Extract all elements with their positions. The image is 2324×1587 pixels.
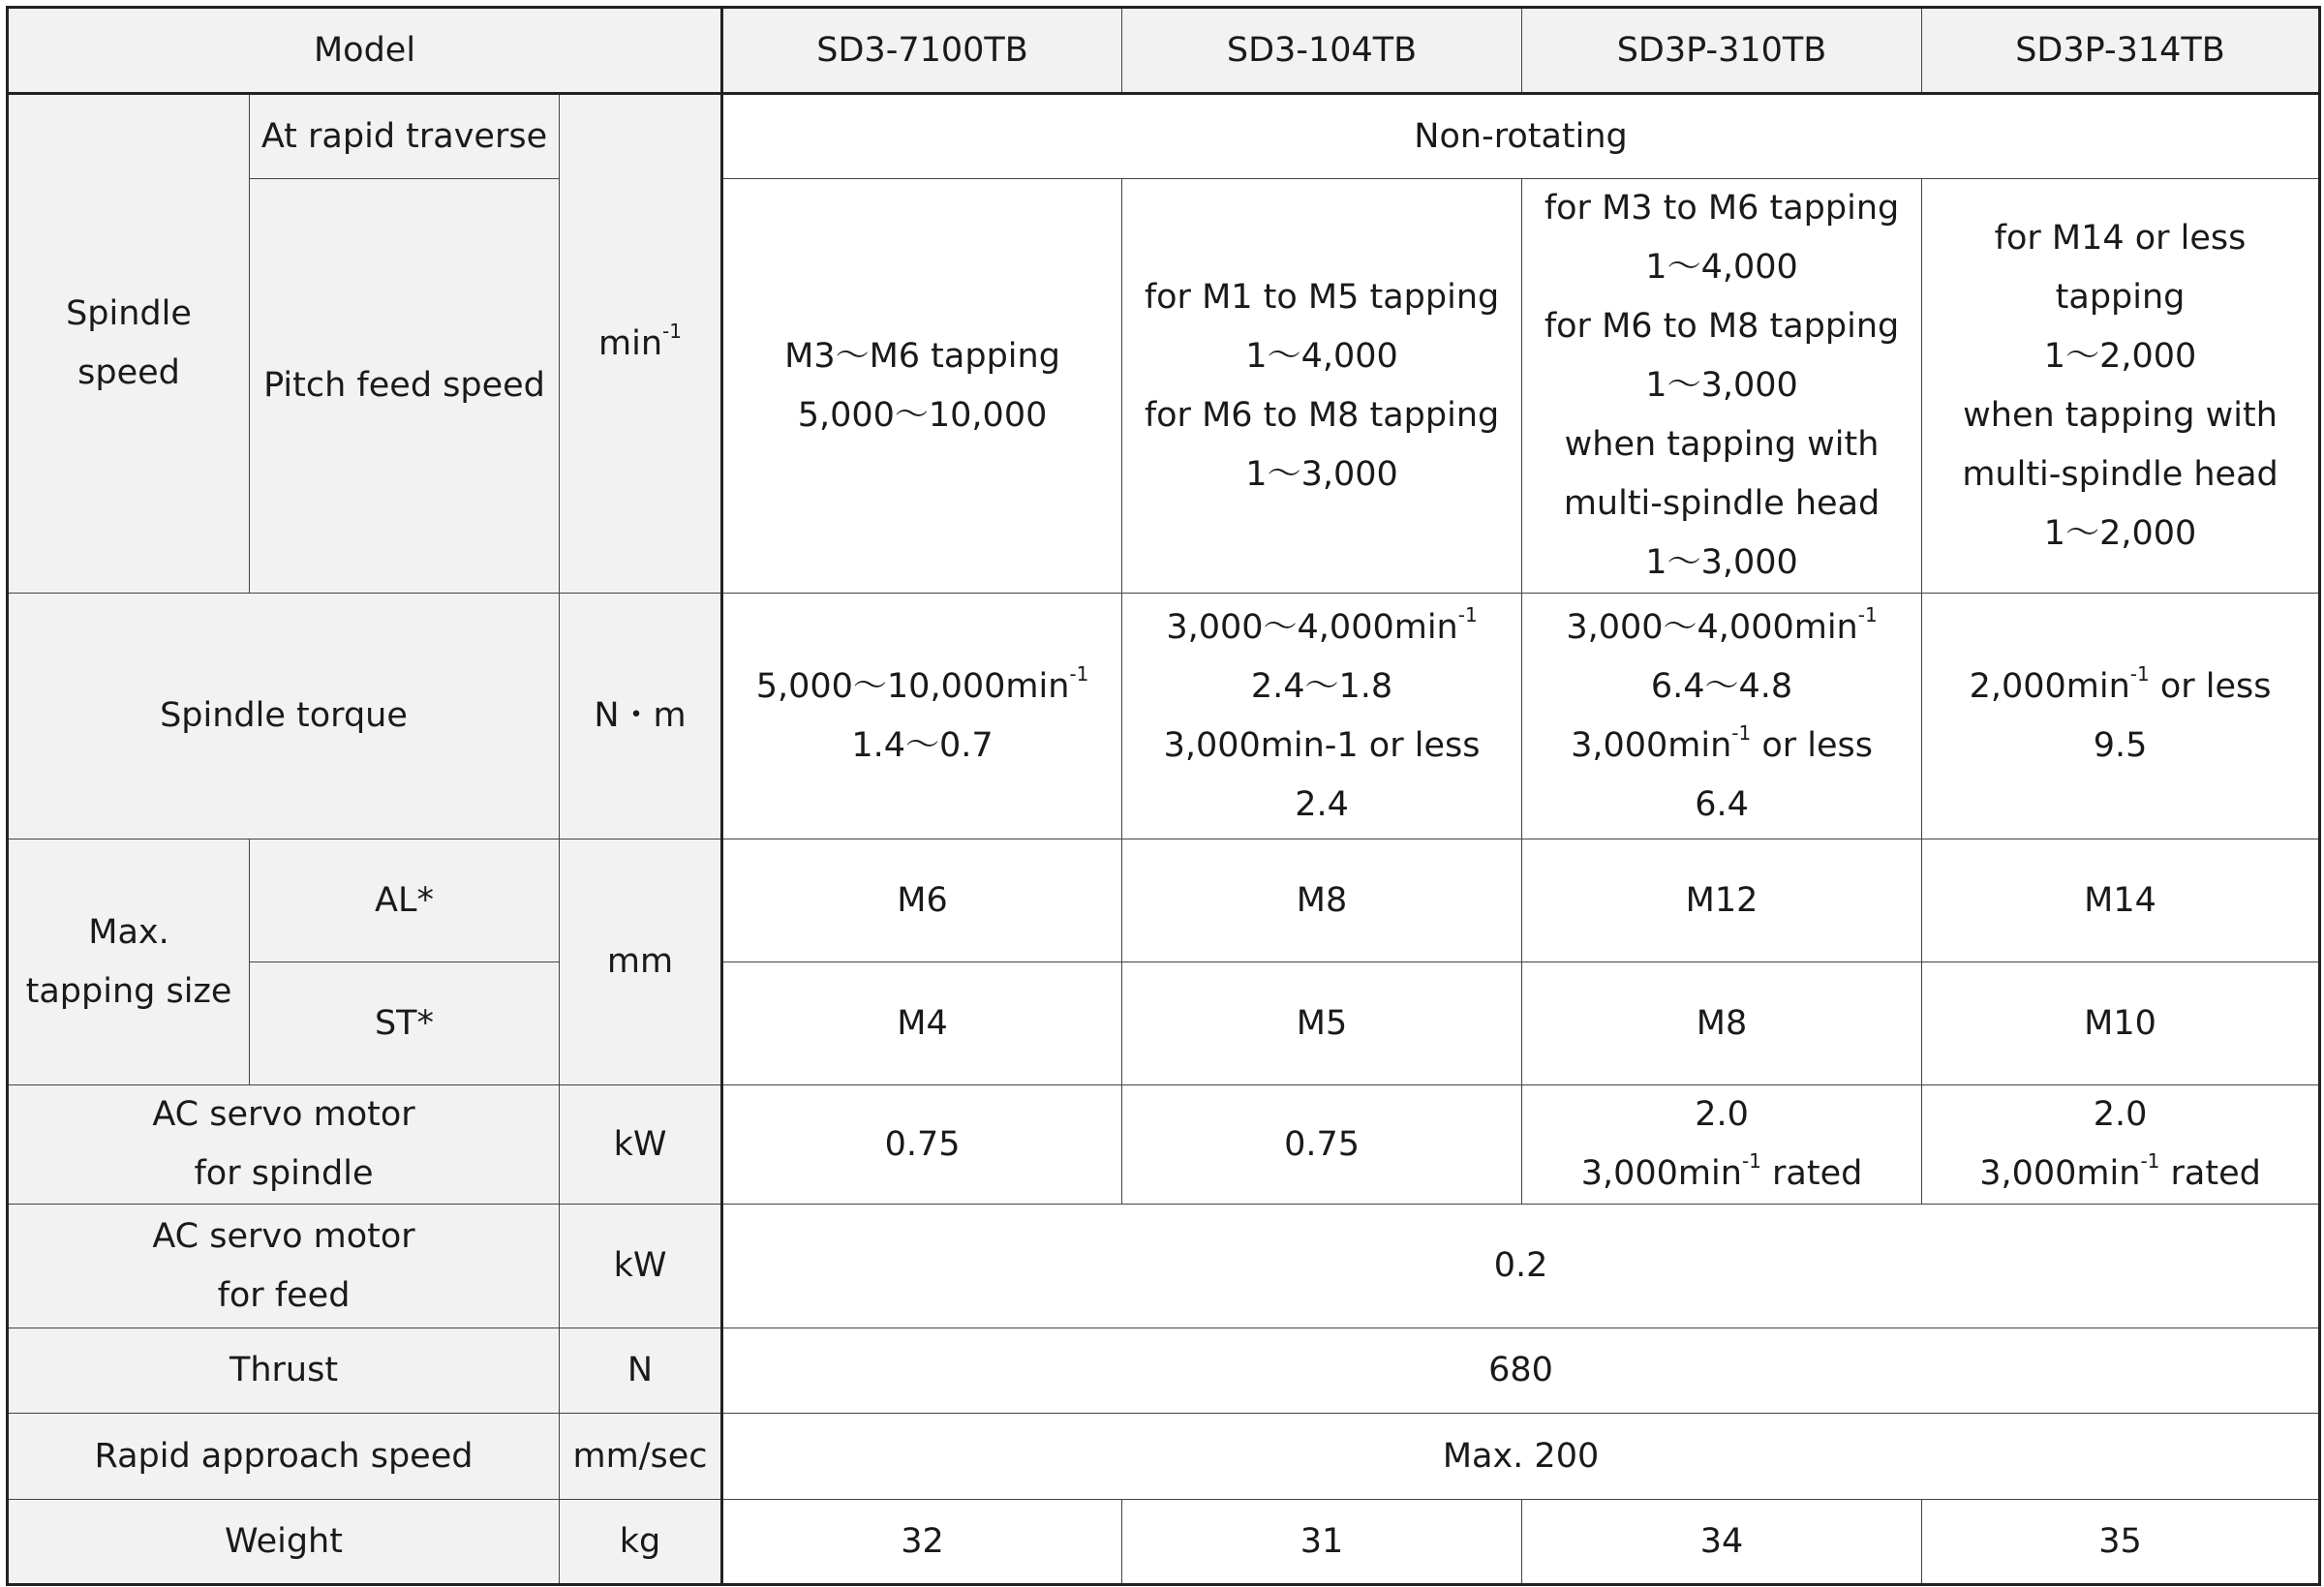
torque-value-sd3-104tb: $3,000\sim 4,000\min^{-1}$ 2.4～1.8 3,000min-1 or less 2.4 <box>1122 594 1522 839</box>
header-row <box>8 8 2320 94</box>
pitch-value-sd3-104tb: for M1 to M5 tapping 1～4,000 for M6 to M8 tapping 1～3,000 <box>1122 179 1522 594</box>
pitch-value-sd3p-314tb: for M14 or less tapping 1～2,000 when tapping with multi-spindle head 1～2,000 <box>1922 179 2320 594</box>
weight-sd3p-310tb: 34 <box>1522 1500 1922 1585</box>
st-value-sd3p-310tb: M8 <box>1522 962 1922 1085</box>
servo-spindle-sd3p-310tb: 2.0 $3,000\min^{-1}$ rated <box>1522 1085 1922 1205</box>
st-value-sd3-104tb: M5 <box>1122 962 1522 1085</box>
st-value-sd3p-314tb: M10 <box>1922 962 2320 1085</box>
pitch-value-sd3-7100tb: M3～M6 tapping 5,000～10,000 <box>722 179 1122 594</box>
servo-spindle-row <box>8 1085 2320 1205</box>
torque-value-sd3p-310tb: $3,000\sim 4,000\min^{-1}$ 6.4～4.8 $3,000\min^{-1}$ or less 6.4 <box>1522 594 1922 839</box>
spec-table <box>6 6 2321 1586</box>
max-tapping-al-row <box>8 839 2320 962</box>
weight-sd3p-314tb: 35 <box>1922 1500 2320 1585</box>
spindle-torque-label: Spindle torque <box>8 594 560 839</box>
rapid-traverse-value: Non-rotating <box>722 94 2320 179</box>
servo-feed-unit: kW <box>560 1205 722 1328</box>
spindle-speed-pitch-row <box>8 179 2320 594</box>
st-value-sd3-7100tb: M4 <box>722 962 1122 1085</box>
max-tapping-size-label: Max. tapping size <box>8 839 250 1085</box>
servo-spindle-label: AC servo motor for spindle <box>8 1085 560 1205</box>
rapid-traverse-label: At rapid traverse <box>250 94 560 179</box>
spindle-speed-unit: $\min^{-1}$ <box>560 94 722 594</box>
weight-sd3-7100tb: 32 <box>722 1500 1122 1585</box>
weight-unit: kg <box>560 1500 722 1585</box>
model-sd3-104tb: SD3-104TB <box>1122 8 1522 94</box>
rapid-approach-value: Max. 200 <box>722 1414 2320 1500</box>
al-label: AL* <box>250 839 560 962</box>
st-label: ST* <box>250 962 560 1085</box>
weight-label: Weight <box>8 1500 560 1585</box>
servo-spindle-sd3-104tb: 0.75 <box>1122 1085 1522 1205</box>
weight-row <box>8 1500 2320 1585</box>
servo-feed-row <box>8 1205 2320 1328</box>
al-value-sd3-104tb: M8 <box>1122 839 1522 962</box>
al-value-sd3p-314tb: M14 <box>1922 839 2320 962</box>
max-tapping-unit: mm <box>560 839 722 1085</box>
model-sd3p-310tb: SD3P-310TB <box>1522 8 1922 94</box>
servo-feed-label: AC servo motor for feed <box>8 1205 560 1328</box>
thrust-row <box>8 1328 2320 1414</box>
thrust-label: Thrust <box>8 1328 560 1414</box>
al-value-sd3p-310tb: M12 <box>1522 839 1922 962</box>
servo-feed-value: 0.2 <box>722 1205 2320 1328</box>
model-sd3-7100tb: SD3-7100TB <box>722 8 1122 94</box>
al-value-sd3-7100tb: M6 <box>722 839 1122 962</box>
pitch-feed-speed-label: Pitch feed speed <box>250 179 560 594</box>
thrust-value: 680 <box>722 1328 2320 1414</box>
spindle-torque-row <box>8 594 2320 839</box>
model-label: Model <box>8 8 722 94</box>
thrust-unit: N <box>560 1328 722 1414</box>
servo-spindle-sd3p-314tb: 2.0 $3,000\min^{-1}$ rated <box>1922 1085 2320 1205</box>
rapid-approach-row <box>8 1414 2320 1500</box>
rapid-approach-label: Rapid approach speed <box>8 1414 560 1500</box>
model-sd3p-314tb: SD3P-314TB <box>1922 8 2320 94</box>
servo-spindle-unit: kW <box>560 1085 722 1205</box>
spindle-speed-label: Spindle speed <box>8 94 250 594</box>
torque-value-sd3-7100tb: $5,000\sim 10,000\min^{-1}$ 1.4～0.7 <box>722 594 1122 839</box>
pitch-value-sd3p-310tb: for M3 to M6 tapping 1～4,000 for M6 to M8 tapping 1～3,000 when tapping with multi-spindle head 1～3,000 <box>1522 179 1922 594</box>
spindle-torque-unit: N・m <box>560 594 722 839</box>
rapid-approach-unit: mm/sec <box>560 1414 722 1500</box>
servo-spindle-sd3-7100tb: 0.75 <box>722 1085 1122 1205</box>
weight-sd3-104tb: 31 <box>1122 1500 1522 1585</box>
max-tapping-st-row <box>8 962 2320 1085</box>
spindle-speed-rapid-row <box>8 94 2320 179</box>
torque-value-sd3p-314tb: $2,000\min^{-1}$ or less 9.5 <box>1922 594 2320 839</box>
